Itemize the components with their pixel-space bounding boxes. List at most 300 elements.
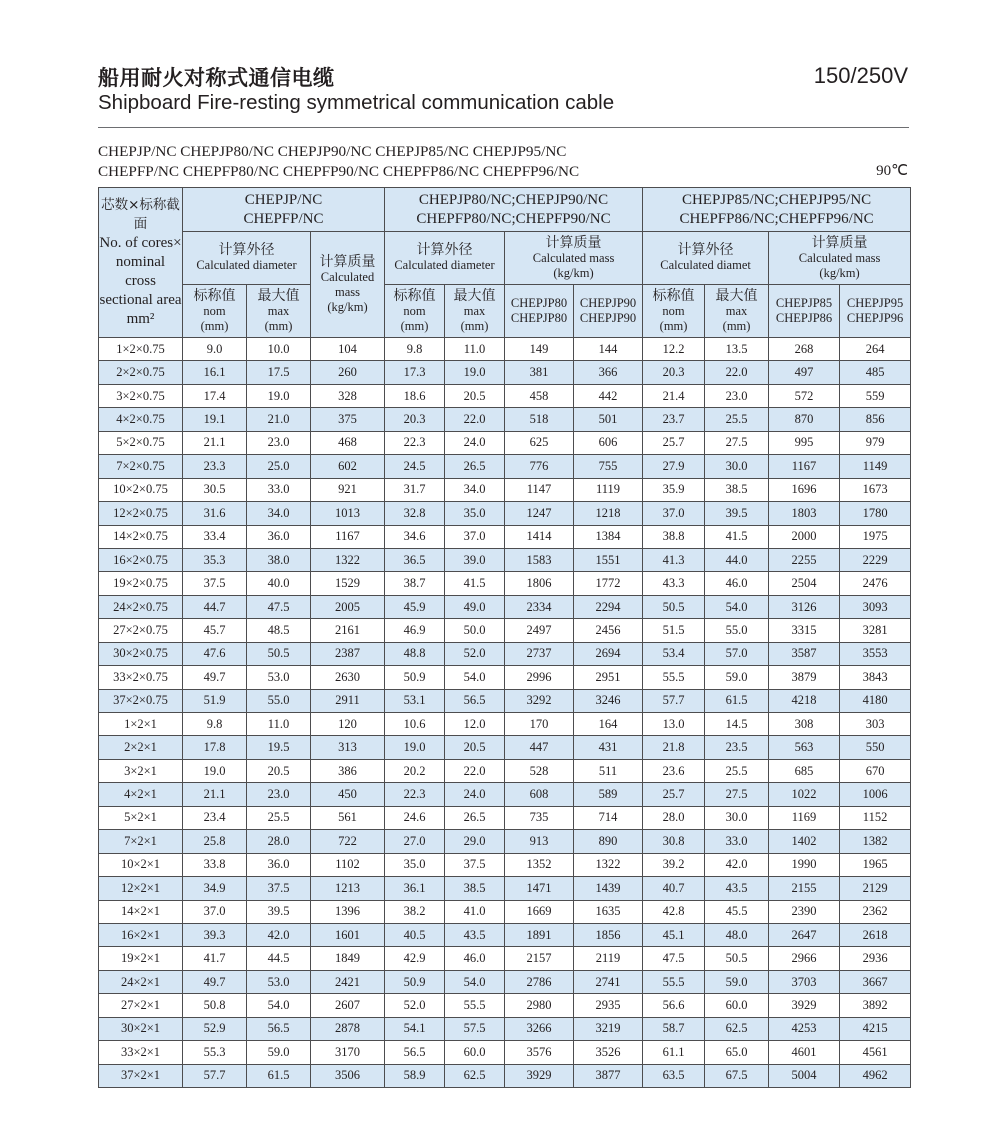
table-cell: 65.0 — [705, 1041, 769, 1064]
table-cell: 381 — [505, 361, 574, 384]
table-cell: 42.0 — [247, 923, 311, 946]
table-cell: 890 — [574, 830, 643, 853]
table-cell: 45.7 — [183, 619, 247, 642]
table-cell: 1635 — [574, 900, 643, 923]
table-cell: 22.0 — [445, 408, 505, 431]
table-cell: 37.0 — [643, 502, 705, 525]
cell-size: 19×2×0.75 — [99, 572, 183, 595]
table-cell: 23.6 — [643, 759, 705, 782]
table-cell: 2980 — [505, 994, 574, 1017]
table-cell: 979 — [840, 431, 911, 454]
table-cell: 34.0 — [247, 502, 311, 525]
table-cell: 386 — [311, 759, 385, 782]
table-cell: 856 — [840, 408, 911, 431]
table-cell: 1322 — [311, 548, 385, 571]
table-cell: 1396 — [311, 900, 385, 923]
table-cell: 17.5 — [247, 361, 311, 384]
table-cell: 1551 — [574, 548, 643, 571]
spec-table — [98, 187, 911, 1088]
table-cell: 54.0 — [445, 666, 505, 689]
table-cell: 2630 — [311, 666, 385, 689]
table-cell: 41.0 — [445, 900, 505, 923]
table-cell: 518 — [505, 408, 574, 431]
table-cell: 62.5 — [445, 1064, 505, 1087]
table-cell: 722 — [311, 830, 385, 853]
table-cell: 4561 — [840, 1041, 911, 1064]
table-cell: 485 — [840, 361, 911, 384]
cell-size: 19×2×1 — [99, 947, 183, 970]
cell-size: 27×2×0.75 — [99, 619, 183, 642]
table-cell: 35.3 — [183, 548, 247, 571]
table-cell: 31.7 — [385, 478, 445, 501]
table-row — [99, 994, 911, 1017]
table-cell: 53.1 — [385, 689, 445, 712]
table-cell: 61.1 — [643, 1041, 705, 1064]
table-cell: 44.7 — [183, 595, 247, 618]
table-row — [99, 572, 911, 595]
table-cell: 39.0 — [445, 548, 505, 571]
table-cell: 33.0 — [705, 830, 769, 853]
cell-size: 3×2×1 — [99, 759, 183, 782]
table-cell: 52.9 — [183, 1017, 247, 1040]
table-cell: 1322 — [574, 853, 643, 876]
cell-size: 5×2×1 — [99, 806, 183, 829]
table-cell: 49.7 — [183, 970, 247, 993]
table-cell: 38.8 — [643, 525, 705, 548]
table-cell: 458 — [505, 384, 574, 407]
table-cell: 25.7 — [643, 783, 705, 806]
voltage-rating: 150/250V — [813, 63, 908, 88]
table-cell: 25.5 — [247, 806, 311, 829]
table-cell: 3093 — [840, 595, 911, 618]
table-cell: 2996 — [505, 666, 574, 689]
table-cell: 375 — [311, 408, 385, 431]
header-nom-g2: 标称值 nom (mm) — [385, 285, 445, 338]
table-cell: 59.0 — [705, 970, 769, 993]
table-cell: 27.5 — [705, 783, 769, 806]
table-cell: 4962 — [840, 1064, 911, 1087]
table-row — [99, 431, 911, 454]
temperature-rating: 90℃ — [876, 163, 908, 179]
table-cell: 62.5 — [705, 1017, 769, 1040]
table-cell: 776 — [505, 455, 574, 478]
table-cell: 735 — [505, 806, 574, 829]
table-cell: 40.0 — [247, 572, 311, 595]
table-cell: 42.8 — [643, 900, 705, 923]
table-cell: 1849 — [311, 947, 385, 970]
table-row — [99, 1064, 911, 1087]
table-cell: 24.0 — [445, 783, 505, 806]
table-cell: 60.0 — [445, 1041, 505, 1064]
table-cell: 3126 — [769, 595, 840, 618]
table-cell: 2935 — [574, 994, 643, 1017]
header-mass-95: CHEPJP95 CHEPJP96 — [840, 285, 911, 338]
table-cell: 13.0 — [643, 713, 705, 736]
cell-size: 1×2×0.75 — [99, 338, 183, 361]
table-cell: 2966 — [769, 947, 840, 970]
table-cell: 921 — [311, 478, 385, 501]
table-cell: 3892 — [840, 994, 911, 1017]
table-cell: 39.3 — [183, 923, 247, 946]
table-cell: 1152 — [840, 806, 911, 829]
table-cell: 24.6 — [385, 806, 445, 829]
table-cell: 366 — [574, 361, 643, 384]
table-cell: 39.5 — [705, 502, 769, 525]
table-cell: 1013 — [311, 502, 385, 525]
table-cell: 58.7 — [643, 1017, 705, 1040]
table-cell: 53.0 — [247, 666, 311, 689]
table-cell: 685 — [769, 759, 840, 782]
table-cell: 1213 — [311, 877, 385, 900]
table-cell: 913 — [505, 830, 574, 853]
table-cell: 1975 — [840, 525, 911, 548]
table-cell: 2229 — [840, 548, 911, 571]
table-cell: 54.0 — [445, 970, 505, 993]
table-row — [99, 1017, 911, 1040]
table-cell: 55.5 — [643, 666, 705, 689]
header-mass-85: CHEPJP85 CHEPJP86 — [769, 285, 840, 338]
cell-size: 1×2×1 — [99, 713, 183, 736]
table-cell: 561 — [311, 806, 385, 829]
table-cell: 22.0 — [445, 759, 505, 782]
table-cell: 19.0 — [183, 759, 247, 782]
table-cell: 11.0 — [247, 713, 311, 736]
table-cell: 149 — [505, 338, 574, 361]
table-cell: 1022 — [769, 783, 840, 806]
table-cell: 308 — [769, 713, 840, 736]
table-cell: 23.7 — [643, 408, 705, 431]
cell-size: 12×2×1 — [99, 877, 183, 900]
header-nom-g3: 标称值 nom (mm) — [643, 285, 705, 338]
table-cell: 3219 — [574, 1017, 643, 1040]
table-cell: 40.7 — [643, 877, 705, 900]
header-nom-g1: 标称值 nom (mm) — [183, 285, 247, 338]
cell-size: 10×2×1 — [99, 853, 183, 876]
table-cell: 41.3 — [643, 548, 705, 571]
table-row — [99, 525, 911, 548]
table-cell: 20.2 — [385, 759, 445, 782]
table-cell: 17.3 — [385, 361, 445, 384]
table-cell: 50.9 — [385, 666, 445, 689]
header-mass-g3: 计算质量 Calculated mass (kg/km) — [769, 232, 911, 285]
table-cell: 22.3 — [385, 431, 445, 454]
table-cell: 3879 — [769, 666, 840, 689]
table-cell: 447 — [505, 736, 574, 759]
table-cell: 2456 — [574, 619, 643, 642]
table-cell: 1529 — [311, 572, 385, 595]
table-cell: 2161 — [311, 619, 385, 642]
cell-size: 37×2×1 — [99, 1064, 183, 1087]
table-cell: 30.8 — [643, 830, 705, 853]
table-cell: 1247 — [505, 502, 574, 525]
table-cell: 589 — [574, 783, 643, 806]
table-cell: 46.9 — [385, 619, 445, 642]
table-cell: 2741 — [574, 970, 643, 993]
table-cell: 20.5 — [247, 759, 311, 782]
table-cell: 1102 — [311, 853, 385, 876]
table-row — [99, 384, 911, 407]
table-cell: 54.0 — [705, 595, 769, 618]
cell-size: 10×2×0.75 — [99, 478, 183, 501]
table-cell: 2694 — [574, 642, 643, 665]
table-cell: 30.0 — [705, 806, 769, 829]
table-cell: 2421 — [311, 970, 385, 993]
table-cell: 2476 — [840, 572, 911, 595]
table-cell: 58.9 — [385, 1064, 445, 1087]
table-cell: 1856 — [574, 923, 643, 946]
table-cell: 3246 — [574, 689, 643, 712]
table-cell: 56.5 — [445, 689, 505, 712]
table-cell: 3506 — [311, 1064, 385, 1087]
table-cell: 4601 — [769, 1041, 840, 1064]
cell-size: 27×2×1 — [99, 994, 183, 1017]
table-cell: 1965 — [840, 853, 911, 876]
table-cell: 50.5 — [705, 947, 769, 970]
header-max-g3: 最大值 max (mm) — [705, 285, 769, 338]
table-cell: 36.1 — [385, 877, 445, 900]
table-cell: 48.5 — [247, 619, 311, 642]
table-cell: 47.5 — [247, 595, 311, 618]
table-cell: 1352 — [505, 853, 574, 876]
table-row — [99, 783, 911, 806]
table-cell: 2387 — [311, 642, 385, 665]
table-cell: 23.3 — [183, 455, 247, 478]
table-cell: 19.0 — [247, 384, 311, 407]
table-cell: 25.7 — [643, 431, 705, 454]
table-cell: 1006 — [840, 783, 911, 806]
page-title-en: Shipboard Fire-resting symmetrical communication cable — [98, 91, 615, 114]
table-cell: 1673 — [840, 478, 911, 501]
table-cell: 39.2 — [643, 853, 705, 876]
table-cell: 2618 — [840, 923, 911, 946]
table-cell: 144 — [574, 338, 643, 361]
table-cell: 55.5 — [445, 994, 505, 1017]
table-cell: 328 — [311, 384, 385, 407]
table-cell: 56.5 — [385, 1041, 445, 1064]
table-cell: 2497 — [505, 619, 574, 642]
table-cell: 1583 — [505, 548, 574, 571]
table-cell: 2000 — [769, 525, 840, 548]
table-cell: 57.7 — [183, 1064, 247, 1087]
table-cell: 3703 — [769, 970, 840, 993]
table-cell: 32.8 — [385, 502, 445, 525]
table-cell: 35.0 — [445, 502, 505, 525]
table-cell: 450 — [311, 783, 385, 806]
table-cell: 28.0 — [643, 806, 705, 829]
header-group-1: CHEPJP/NC CHEPFP/NC — [183, 188, 385, 232]
table-cell: 26.5 — [445, 455, 505, 478]
table-cell: 11.0 — [445, 338, 505, 361]
table-row — [99, 548, 911, 571]
table-cell: 2936 — [840, 947, 911, 970]
table-cell: 37.5 — [445, 853, 505, 876]
table-cell: 1167 — [769, 455, 840, 478]
table-cell: 2129 — [840, 877, 911, 900]
model-line-1: CHEPJP/NC CHEPJP80/NC CHEPJP90/NC CHEPJP85/NC CHEPJP95/NC — [98, 143, 567, 160]
table-cell: 3929 — [505, 1064, 574, 1087]
header-cores-area: 芯数×标称截面 No. of cores× nominal cross sectional area mm² — [99, 188, 183, 338]
table-cell: 27.5 — [705, 431, 769, 454]
table-cell: 2334 — [505, 595, 574, 618]
table-cell: 34.0 — [445, 478, 505, 501]
table-cell: 1382 — [840, 830, 911, 853]
table-cell: 120 — [311, 713, 385, 736]
table-cell: 264 — [840, 338, 911, 361]
table-cell: 54.0 — [247, 994, 311, 1017]
table-row — [99, 666, 911, 689]
table-cell: 4253 — [769, 1017, 840, 1040]
table-cell: 550 — [840, 736, 911, 759]
table-cell: 2119 — [574, 947, 643, 970]
table-cell: 53.0 — [247, 970, 311, 993]
table-cell: 17.4 — [183, 384, 247, 407]
table-cell: 21.1 — [183, 431, 247, 454]
table-cell: 10.0 — [247, 338, 311, 361]
table-cell: 23.0 — [247, 431, 311, 454]
cell-size: 4×2×0.75 — [99, 408, 183, 431]
table-cell: 18.6 — [385, 384, 445, 407]
table-cell: 38.0 — [247, 548, 311, 571]
table-cell: 50.8 — [183, 994, 247, 1017]
table-cell: 43.3 — [643, 572, 705, 595]
table-row — [99, 759, 911, 782]
table-cell: 22.3 — [385, 783, 445, 806]
table-cell: 19.1 — [183, 408, 247, 431]
table-cell: 3929 — [769, 994, 840, 1017]
table-cell: 30.0 — [705, 455, 769, 478]
cell-size: 16×2×0.75 — [99, 548, 183, 571]
table-cell: 14.5 — [705, 713, 769, 736]
table-cell: 12.0 — [445, 713, 505, 736]
table-cell: 57.5 — [445, 1017, 505, 1040]
table-row — [99, 806, 911, 829]
table-row — [99, 1041, 911, 1064]
table-cell: 1696 — [769, 478, 840, 501]
table-cell: 2294 — [574, 595, 643, 618]
table-cell: 36.0 — [247, 853, 311, 876]
table-cell: 20.5 — [445, 736, 505, 759]
table-cell: 39.5 — [247, 900, 311, 923]
table-cell: 33.4 — [183, 525, 247, 548]
table-cell: 45.5 — [705, 900, 769, 923]
table-cell: 170 — [505, 713, 574, 736]
table-cell: 22.0 — [705, 361, 769, 384]
table-cell: 3843 — [840, 666, 911, 689]
table-row — [99, 713, 911, 736]
table-cell: 260 — [311, 361, 385, 384]
table-cell: 20.3 — [385, 408, 445, 431]
table-cell: 25.0 — [247, 455, 311, 478]
table-cell: 31.6 — [183, 502, 247, 525]
table-cell: 1990 — [769, 853, 840, 876]
table-cell: 3877 — [574, 1064, 643, 1087]
table-cell: 13.5 — [705, 338, 769, 361]
table-cell: 33.8 — [183, 853, 247, 876]
table-cell: 17.8 — [183, 736, 247, 759]
table-cell: 2737 — [505, 642, 574, 665]
table-cell: 4215 — [840, 1017, 911, 1040]
table-cell: 50.5 — [247, 642, 311, 665]
table-cell: 1471 — [505, 877, 574, 900]
table-cell: 40.5 — [385, 923, 445, 946]
table-cell: 497 — [769, 361, 840, 384]
table-cell: 2155 — [769, 877, 840, 900]
table-cell: 1149 — [840, 455, 911, 478]
table-cell: 55.0 — [705, 619, 769, 642]
table-cell: 2255 — [769, 548, 840, 571]
header-mass-90: CHEPJP90 CHEPJP90 — [574, 285, 643, 338]
table-cell: 572 — [769, 384, 840, 407]
table-cell: 52.0 — [445, 642, 505, 665]
table-cell: 3292 — [505, 689, 574, 712]
table-cell: 37.5 — [247, 877, 311, 900]
table-cell: 55.0 — [247, 689, 311, 712]
cell-size: 5×2×0.75 — [99, 431, 183, 454]
table-cell: 1167 — [311, 525, 385, 548]
cell-size: 7×2×1 — [99, 830, 183, 853]
cell-size: 2×2×1 — [99, 736, 183, 759]
table-row — [99, 338, 911, 361]
table-cell: 1601 — [311, 923, 385, 946]
table-cell: 47.6 — [183, 642, 247, 665]
table-cell: 25.8 — [183, 830, 247, 853]
table-cell: 16.1 — [183, 361, 247, 384]
table-cell: 38.5 — [445, 877, 505, 900]
table-cell: 2878 — [311, 1017, 385, 1040]
table-cell: 50.5 — [643, 595, 705, 618]
header-od-g1: 计算外径 Calculated diameter — [183, 232, 311, 285]
table-cell: 1147 — [505, 478, 574, 501]
table-cell: 3526 — [574, 1041, 643, 1064]
table-cell: 43.5 — [445, 923, 505, 946]
table-cell: 3315 — [769, 619, 840, 642]
table-cell: 2647 — [769, 923, 840, 946]
table-cell: 870 — [769, 408, 840, 431]
cell-size: 14×2×1 — [99, 900, 183, 923]
table-cell: 53.4 — [643, 642, 705, 665]
table-cell: 44.5 — [247, 947, 311, 970]
table-cell: 36.0 — [247, 525, 311, 548]
table-cell: 9.0 — [183, 338, 247, 361]
header-mass-g2: 计算质量 Calculated mass (kg/km) — [505, 232, 643, 285]
header-group-2: CHEPJP80/NC;CHEPJP90/NC CHEPFP80/NC;CHEPFP90/NC — [385, 188, 643, 232]
table-cell: 606 — [574, 431, 643, 454]
table-cell: 19.0 — [445, 361, 505, 384]
table-cell: 61.5 — [705, 689, 769, 712]
header-max-g1: 最大值 max (mm) — [247, 285, 311, 338]
cell-size: 16×2×1 — [99, 923, 183, 946]
table-cell: 2005 — [311, 595, 385, 618]
cell-size: 2×2×0.75 — [99, 361, 183, 384]
table-row — [99, 877, 911, 900]
table-cell: 57.0 — [705, 642, 769, 665]
table-cell: 47.5 — [643, 947, 705, 970]
header-od-g2: 计算外径 Calculated diameter — [385, 232, 505, 285]
table-cell: 2607 — [311, 994, 385, 1017]
table-cell: 563 — [769, 736, 840, 759]
table-cell: 164 — [574, 713, 643, 736]
table-cell: 37.0 — [445, 525, 505, 548]
table-cell: 1439 — [574, 877, 643, 900]
table-cell: 48.0 — [705, 923, 769, 946]
table-cell: 55.5 — [643, 970, 705, 993]
table-row — [99, 642, 911, 665]
page-title-cn: 船用耐火对称式通信电缆 — [98, 66, 335, 90]
table-cell: 1384 — [574, 525, 643, 548]
table-cell: 21.1 — [183, 783, 247, 806]
table-cell: 23.5 — [705, 736, 769, 759]
cell-size: 30×2×1 — [99, 1017, 183, 1040]
